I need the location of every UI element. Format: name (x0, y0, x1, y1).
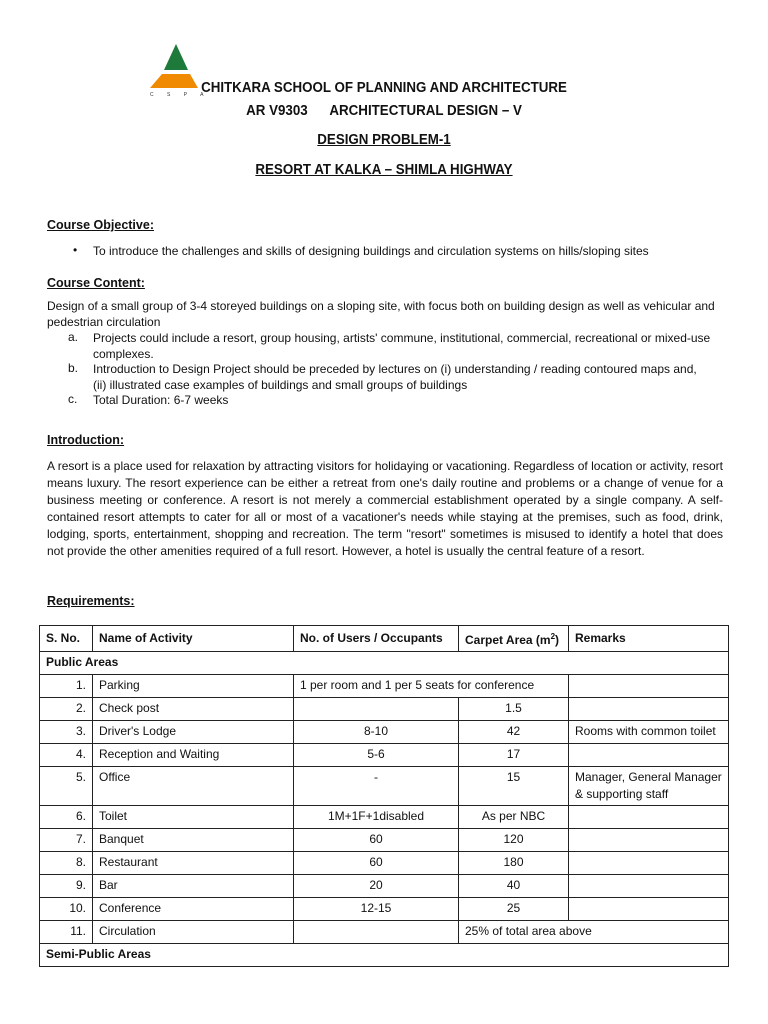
table-row: 5. Office - 15 Manager, General Manager & supporting staff (40, 767, 729, 806)
col-header: Name of Activity (93, 626, 294, 652)
table-header-row (40, 626, 729, 652)
table-row: 7. Banquet 60 120 (40, 829, 729, 852)
objective-heading: Course Objective: (47, 218, 154, 232)
table-row: 2. Check post 1.5 (40, 698, 729, 721)
bullet-icon: • (73, 243, 78, 257)
item-marker: b. (68, 361, 79, 375)
col-header: Carpet Area $(m^2)$ (459, 626, 569, 652)
logo-text: C S P A (150, 92, 210, 98)
requirements-heading: Requirements: (47, 594, 135, 608)
table-row: 11. Circulation 25% of total area above (40, 921, 729, 944)
item-marker: a. (68, 330, 79, 344)
table-row: 4. Reception and Waiting 5-6 17 (40, 744, 729, 767)
table-row: 1. Parking 1 per room and 1 per 5 seats for conference (40, 675, 729, 698)
section-row: Semi-Public Areas (40, 944, 729, 967)
requirements-table (39, 625, 729, 967)
intro-paragraph: A resort is a place used for relaxation by attracting visitors for holidaying or vacationing. Regardless of location or activity, resort means luxury. The resort experience can be either a retreat from one's daily routine and problems or a change of venue for a business meeting or conference. A resort is not merely a commercial establishment operated by a single company. A self-contained resort attempts to cater for all or most of a vacationer's needs while staying at the premises, such as food, drink, lodging, sports, entertainment, shopping and recreation. The term "resort" sometimes is misused to identify a hotel that does not provide the other amenities required of a full resort. However, a hotel is usually the central feature of a resort. (47, 459, 723, 558)
table-row: 9. Bar 20 40 (40, 875, 729, 898)
col-header: Remarks (569, 626, 729, 652)
table-row: 3. Driver's Lodge 8-10 42 Rooms with common toilet (40, 721, 729, 744)
item-text: Introduction to Design Project should be preceded by lectures on (i) understanding / reading contoured maps and, (ii) illustrated case examples of buildings and small groups of buildings (93, 362, 697, 392)
item-marker: c. (68, 392, 78, 406)
col-header: No. of Users / Occupants (294, 626, 459, 652)
project-title: RESORT AT KALKA – SHIMLA HIGHWAY (255, 162, 513, 178)
content-heading: Course Content: (47, 276, 145, 290)
design-problem: DESIGN PROBLEM-1 (317, 132, 451, 148)
section-row: Public Areas (40, 652, 729, 675)
intro-heading: Introduction: (47, 433, 125, 447)
table-row: 6. Toilet 1M+1F+1disabled As per NBC (40, 806, 729, 829)
item-text: Projects could include a resort, group housing, artists' commune, institutional, commercial, recreational or mixed-use complexes. (93, 331, 711, 361)
course-code: AR V9303 ARCHITECTURAL DESIGN – V (246, 103, 522, 119)
item-text: Total Duration: 6-7 weeks (93, 393, 229, 407)
table-row: 10. Conference 12-15 25 (40, 898, 729, 921)
content-paragraph: Design of a small group of 3-4 storeyed buildings on a sloping site, with focus both on building design as well as vehicular and pedestrian circulation (47, 299, 715, 329)
school-name: CHITKARA SCHOOL OF PLANNING AND ARCHITECTURE (201, 80, 567, 96)
table-row: 8. Restaurant 60 180 (40, 852, 729, 875)
objective-text: To introduce the challenges and skills of designing buildings and circulation systems on hills/sloping sites (93, 244, 649, 258)
col-header: S. No. (40, 626, 93, 652)
